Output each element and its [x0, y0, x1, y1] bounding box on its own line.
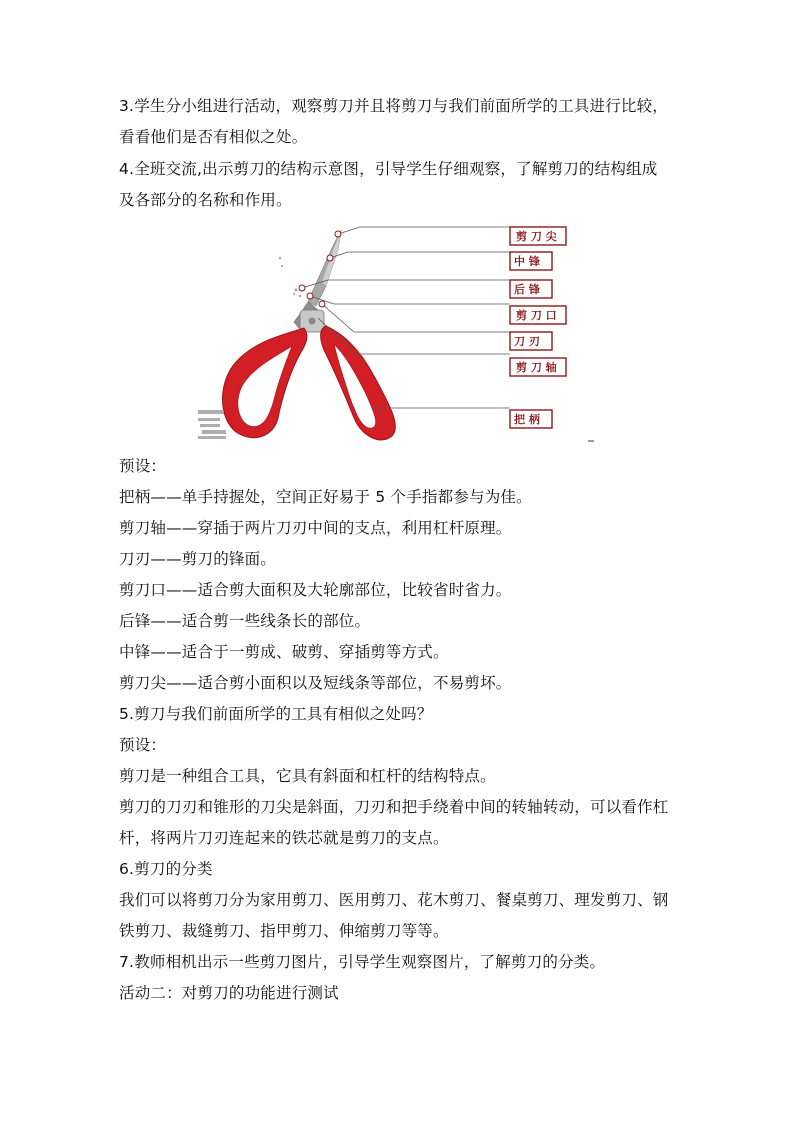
text-line-step4: 4.全班交流,出示剪刀的结构示意图，引导学生仔细观察，了解剪刀的结构组成 — [119, 160, 658, 178]
text-line-step7: 7.教师相机出示一些剪刀图片，引导学生观察图片，了解剪刀的分类。 — [119, 953, 606, 971]
text-line-preset2: 预设： — [119, 736, 167, 754]
text-line-preset1: 预设： — [119, 457, 167, 475]
text-line-step5: 5.剪刀与我们前面所学的工具有相似之处吗？ — [119, 705, 433, 723]
label-handle — [510, 410, 552, 428]
label-handle-text: 把 柄 — [514, 413, 540, 426]
text-line-activity2: 活动二：对剪刀的功能进行测试 — [119, 984, 339, 1002]
text-line-step4-cont: 及各部分的名称和作用。 — [119, 191, 292, 209]
text-line-lever-cont: 杆，将两片刀刃连起来的铁芯就是剪刀的支点。 — [119, 829, 449, 847]
corner-mark-right — [588, 440, 594, 442]
label-middle — [510, 252, 552, 270]
label-middle-text: 中 锋 — [514, 255, 540, 268]
text-line-middle: 中锋——适合于一剪成、破剪、穿插剪等方式。 — [119, 643, 449, 661]
text-line-handle: 把柄——单手持握处，空间正好易于 5 个手指都参与为佳。 — [119, 488, 532, 506]
text-line-step3: 3.学生分小组进行活动，观察剪刀并且将剪刀与我们前面所学的工具进行比较， — [119, 97, 668, 115]
label-axis — [510, 358, 566, 376]
label-tip — [510, 227, 566, 245]
text-line-rear: 后锋——适合剪一些线条长的部位。 — [119, 612, 371, 630]
text-line-mouth: 剪刀口——适合剪大面积及大轮廓部位，比较省时省力。 — [119, 581, 512, 599]
label-blade — [510, 332, 552, 350]
corner-watermark — [198, 410, 226, 439]
debris-marks — [279, 257, 301, 297]
text-line-step6: 6.剪刀的分类 — [119, 860, 213, 878]
text-line-classify-cont: 铁剪刀、裁缝剪刀、指甲剪刀、伸缩剪刀等等。 — [119, 922, 449, 940]
text-line-blade: 刀刃——剪刀的锋面。 — [119, 550, 277, 568]
label-mouth — [510, 306, 566, 324]
scissors-diagram — [196, 222, 598, 446]
text-line-lever: 剪刀的刀刃和锥形的刀尖是斜面，刀刃和把手绕着中间的转轴转动，可以看作杠 — [119, 798, 669, 816]
text-line-tip: 剪刀尖——适合剪小面积以及短线条等部位，不易剪坏。 — [119, 674, 512, 692]
text-line-step3-cont: 看看他们是否有相似之处。 — [119, 128, 308, 146]
label-rear-text: 后 锋 — [514, 283, 540, 296]
label-axis-text: 剪 刀 轴 — [516, 361, 557, 374]
text-line-combo-tool: 剪刀是一种组合工具，它具有斜面和杠杆的结构特点。 — [119, 767, 496, 785]
label-tip-text: 剪 刀 尖 — [516, 230, 557, 243]
label-rear — [510, 280, 552, 298]
text-line-classify: 我们可以将剪刀分为家用剪刀、医用剪刀、花木剪刀、餐桌剪刀、理发剪刀、钢 — [119, 891, 669, 909]
text-line-axis: 剪刀轴——穿插于两片刀刃中间的支点，利用杠杆原理。 — [119, 519, 512, 537]
label-blade-text: 刀 刃 — [514, 335, 540, 348]
label-mouth-text: 剪 刀 口 — [516, 309, 557, 322]
